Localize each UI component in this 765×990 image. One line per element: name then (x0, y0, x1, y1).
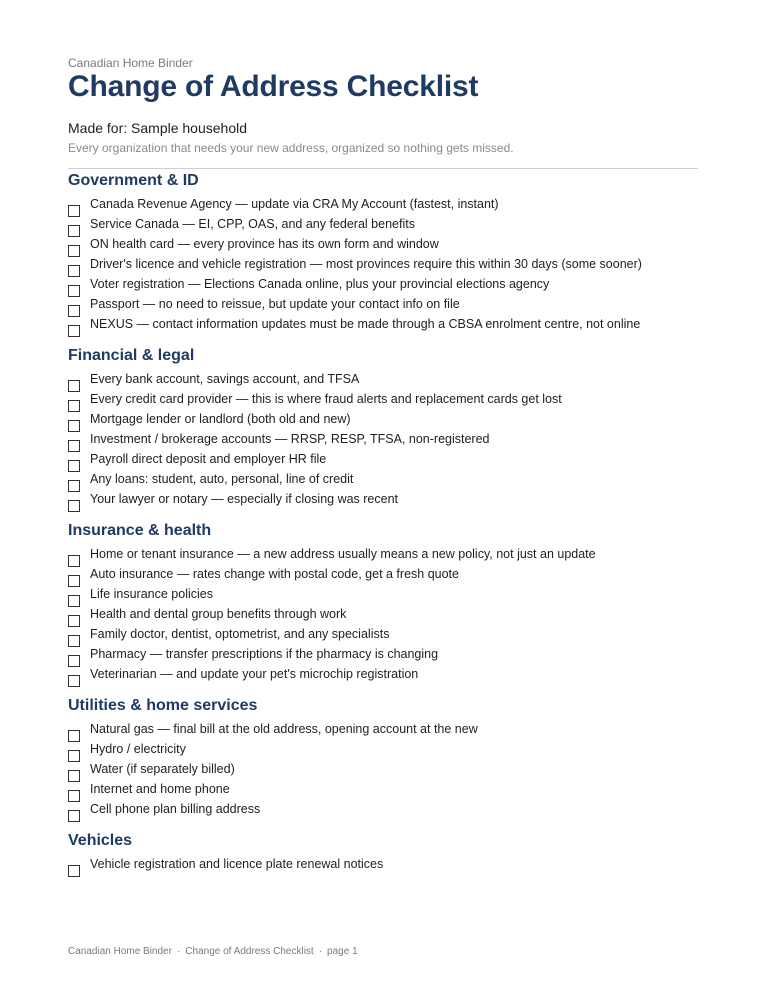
page-footer (68, 946, 358, 957)
checklist-item-label: NEXUS — contact information updates must be made through a CBSA enrolment centre, not online (90, 317, 641, 331)
checklist-item[interactable] (68, 297, 698, 317)
checklist-section (68, 831, 698, 877)
checkbox[interactable] (68, 865, 80, 877)
checklist-item-label: Family doctor, dentist, optometrist, and any specialists (90, 627, 390, 641)
page-title: Change of Address Checklist (68, 70, 479, 103)
section-title: Vehicles (68, 832, 133, 849)
checklist-item-label: Mortgage lender or landlord (both old and new) (90, 412, 351, 426)
checklist-item[interactable] (68, 217, 698, 237)
checkbox[interactable] (68, 225, 80, 237)
checkbox[interactable] (68, 380, 80, 392)
checklist-item-label: Cell phone plan billing address (90, 802, 261, 816)
checklist-item-label: Canada Revenue Agency — update via CRA My Account (fastest, instant) (90, 197, 499, 211)
checklist-item[interactable] (68, 762, 698, 782)
checkbox[interactable] (68, 265, 80, 277)
checkbox[interactable] (68, 400, 80, 412)
checkbox[interactable] (68, 325, 80, 337)
checkbox[interactable] (68, 205, 80, 217)
checklist-item[interactable] (68, 857, 698, 877)
checkbox[interactable] (68, 555, 80, 567)
checklist-item-label: Water (if separately billed) (90, 762, 235, 776)
made-for-line: Made for: Sample household (68, 120, 247, 136)
checkbox[interactable] (68, 790, 80, 802)
footer-separator: · (176, 946, 181, 957)
section-title: Utilities & home services (68, 697, 258, 714)
checklist-item-label: Veterinarian — and update your pet's microchip registration (90, 667, 419, 681)
checklist-item[interactable] (68, 647, 698, 667)
section-title: Government & ID (68, 172, 199, 189)
checklist-item-label: Pharmacy — transfer prescriptions if the pharmacy is changing (90, 647, 439, 661)
checklist-item-label: Voter registration — Elections Canada online, plus your provincial elections agency (90, 277, 550, 291)
checklist-item-label: Every bank account, savings account, and TFSA (90, 372, 360, 386)
checklist-item[interactable] (68, 392, 698, 412)
checkbox[interactable] (68, 810, 80, 822)
page-subtitle: Every organization that needs your new address, organized so nothing gets missed. (68, 141, 514, 155)
sections-container (68, 171, 698, 877)
checklist-item[interactable] (68, 277, 698, 297)
checklist-item[interactable] (68, 452, 698, 472)
checkbox[interactable] (68, 655, 80, 667)
checklist-item[interactable] (68, 257, 698, 277)
checklist-item[interactable] (68, 237, 698, 257)
checklist-section (68, 171, 698, 337)
checkbox[interactable] (68, 595, 80, 607)
checklist-item-label: Hydro / electricity (90, 742, 186, 756)
section-title: Financial & legal (68, 347, 195, 364)
footer-doc: Change of Address Checklist (185, 946, 314, 957)
checklist-item-label: Passport — no need to reissue, but update your contact info on file (90, 297, 460, 311)
checkbox[interactable] (68, 500, 80, 512)
checklist-item-label: Vehicle registration and licence plate renewal notices (90, 857, 384, 871)
checklist-item-label: Health and dental group benefits through work (90, 607, 347, 621)
checklist-items (68, 197, 698, 337)
checklist-item-label: Home or tenant insurance — a new address usually means a new policy, not just an update (90, 547, 596, 561)
checklist-item[interactable] (68, 317, 698, 337)
checkbox[interactable] (68, 615, 80, 627)
checklist-item[interactable] (68, 722, 698, 742)
checklist-item-label: Natural gas — final bill at the old address, opening account at the new (90, 722, 478, 736)
checklist-item[interactable] (68, 197, 698, 217)
checkbox[interactable] (68, 730, 80, 742)
checklist-item[interactable] (68, 667, 698, 687)
footer-separator: · (318, 946, 323, 957)
header-divider (68, 168, 698, 169)
checklist-item-label: Your lawyer or notary — especially if closing was recent (90, 492, 399, 506)
checkbox[interactable] (68, 460, 80, 472)
checklist-item-label: Service Canada — EI, CPP, OAS, and any federal benefits (90, 217, 415, 231)
checklist-item[interactable] (68, 412, 698, 432)
checklist-item[interactable] (68, 782, 698, 802)
checklist-item-label: ON health card — every province has its own form and window (90, 237, 439, 251)
checklist-item-label: Payroll direct deposit and employer HR file (90, 452, 327, 466)
checkbox[interactable] (68, 245, 80, 257)
checkbox[interactable] (68, 770, 80, 782)
checkbox[interactable] (68, 635, 80, 647)
section-title: Insurance & health (68, 522, 212, 539)
checkbox[interactable] (68, 305, 80, 317)
checklist-item-label: Investment / brokerage accounts — RRSP, RESP, TFSA, non-registered (90, 432, 490, 446)
footer-binder: Canadian Home Binder (68, 946, 172, 957)
checklist-item[interactable] (68, 587, 698, 607)
checklist-item[interactable] (68, 567, 698, 587)
checkbox[interactable] (68, 420, 80, 432)
checklist-item[interactable] (68, 472, 698, 492)
checklist-section (68, 696, 698, 822)
checklist-item-label: Every credit card provider — this is where fraud alerts and replacement cards get lost (90, 392, 562, 406)
checklist-items (68, 372, 698, 512)
checklist-item[interactable] (68, 627, 698, 647)
checkbox[interactable] (68, 675, 80, 687)
checklist-items (68, 857, 698, 877)
checklist-item-label: Any loans: student, auto, personal, line of credit (90, 472, 354, 486)
checklist-item[interactable] (68, 742, 698, 762)
checklist-item[interactable] (68, 492, 698, 512)
checkbox[interactable] (68, 440, 80, 452)
footer-page: page 1 (327, 946, 358, 957)
checklist-item[interactable] (68, 547, 698, 567)
checklist-item-label: Life insurance policies (90, 587, 213, 601)
checkbox[interactable] (68, 575, 80, 587)
checklist-section (68, 346, 698, 512)
checklist-item[interactable] (68, 372, 698, 392)
checklist-item-label: Internet and home phone (90, 782, 230, 796)
checklist-section (68, 521, 698, 687)
checkbox[interactable] (68, 285, 80, 297)
binder-eyebrow: Canadian Home Binder (68, 56, 193, 70)
checklist-item-label: Driver's licence and vehicle registration — most provinces require this within 30 days (some sooner) (90, 257, 642, 271)
checklist-item-label: Auto insurance — rates change with postal code, get a fresh quote (90, 567, 459, 581)
checklist-item[interactable] (68, 432, 698, 452)
checkbox[interactable] (68, 750, 80, 762)
checklist-items (68, 547, 698, 687)
checkbox[interactable] (68, 480, 80, 492)
checklist-item[interactable] (68, 607, 698, 627)
checklist-item[interactable] (68, 802, 698, 822)
checklist-items (68, 722, 698, 822)
checklist-page (68, 56, 698, 877)
